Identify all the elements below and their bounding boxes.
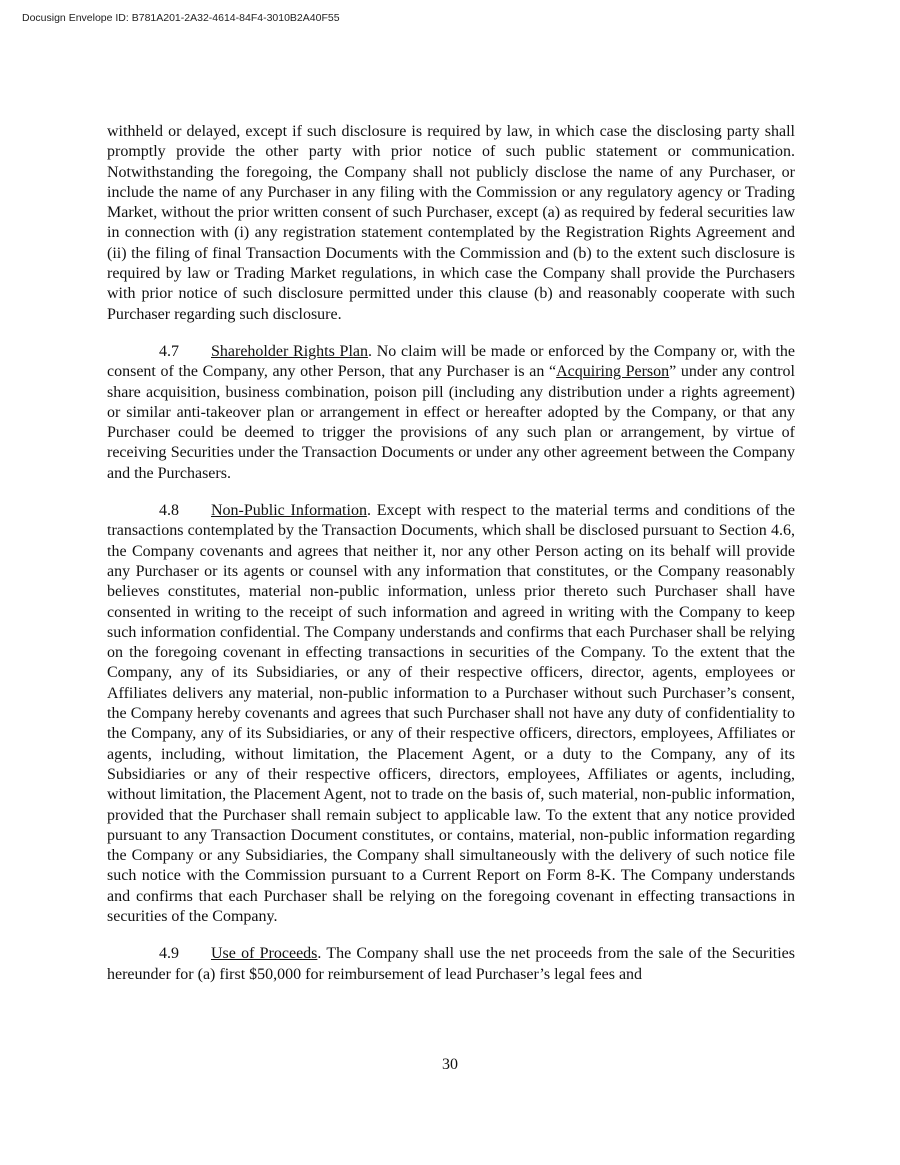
- section-4-8: [107, 501, 795, 927]
- section-4-9: [107, 944, 795, 985]
- section-4-7: [107, 342, 795, 484]
- section-text: . No claim will be made or enforced by the Company or, with the consent of the Company, any other Person, that any Purchaser is an “: [107, 342, 796, 381]
- envelope-id: Docusign Envelope ID: B781A201-2A32-4614-84F4-3010B2A40F55: [22, 12, 340, 24]
- section-heading: Shareholder Rights Plan: [211, 342, 369, 360]
- section-text: . The Company shall use the net proceeds from the sale of the Securities hereunder for (a) first $50,000 for reimbursement of lead Purchaser’s legal fees and: [107, 945, 796, 983]
- section-text: . Except with respect to the material terms and conditions of the transactions contemplated by the Transaction Documents, which shall be disclosed pursuant to Section 4.6, the Company covenants and agrees that neither it, nor any other Person acting on its behalf will provide any Purchaser or its agents or counsel with any information that constitutes, or the Company reasonably believes constitutes, material non-public information, unless prior thereto such Purchaser shall have consented in writing to the receipt of such information and agreed in writing with the Company to keep such information confidential. The Company understands and confirms that each Purchaser shall be relying on the foregoing covenant in effecting transactions in securities of the Company. To the extent that the Company, any of its Subsidiaries, or any of their respective officers, director, agents, employees or Affiliates delivers any material, non-public information to a Purchaser without such Purchaser’s consent, the Company hereby covenants and agrees that such Purchaser shall not have any duty of confidentiality to the Company, any of its Subsidiaries, or any of their respective officers, directors, employees, Affiliates or agents, including, without limitation, the Placement Agent, or a duty to the Company, any of its Subsidiaries or any of their respective officers, directors, employees, Affiliates or agents, including, without limitation, the Placement Agent, not to trade on the basis of, such material, non-public information, provided that the Purchaser shall remain subject to applicable law. To the extent that any notice provided pursuant to any Transaction Document constitutes, or contains, material, non-public information regarding the Company or any Subsidiaries, the Company shall simultaneously with the delivery of such notice file such notice with the Commission pursuant to a Current Report on Form 8-K. The Company understands and confirms that each Purchaser shall be relying on the foregoing covenant in effecting transactions in securities of the Company.: [107, 502, 795, 925]
- page-number: 30: [442, 1056, 458, 1073]
- section-number: 4.9: [159, 945, 179, 963]
- section-number: 4.7: [159, 342, 179, 360]
- defined-term: Acquiring Person: [556, 363, 670, 381]
- section-heading: Non-Public Information: [211, 502, 367, 520]
- section-number: 4.8: [159, 502, 179, 520]
- continuation-paragraph: withheld or delayed, except if such disclosure is required by law, in which case the disclosing party shall promptly provide the other party with prior notice of such public statement or communication. Notwithstanding the foregoing, the Company shall not publicly disclose the name of any Purchaser, or include the name of any Purchaser in any filing with the Commission or any regulatory agency or Trading Market, without the prior written consent of such Purchaser, except (a) as required by federal securities law in connection with (i) any registration statement contemplated by the Registration Rights Agreement and (ii) the filing of final Transaction Documents with the Commission and (b) to the extent such disclosure is required by law or Trading Market regulations, in which case the Company shall provide the Purchasers with prior notice of such disclosure permitted under this clause (b) and reasonably cooperate with such Purchaser regarding such disclosure.: [107, 123, 795, 323]
- section-heading: Use of Proceeds: [211, 945, 318, 963]
- document-body: [107, 122, 795, 1002]
- section-text-continued: ” under any control share acquisition, business combination, poison pill (including any distribution under a rights agreement) or similar anti-takeover plan or arrangement in effect or hereafter adopted by the Company, or that any Purchaser could be deemed to trigger the provisions of any such plan or arrangement, by virtue of receiving Securities under the Transaction Documents or under any other agreement between the Company and the Purchasers.: [107, 363, 796, 482]
